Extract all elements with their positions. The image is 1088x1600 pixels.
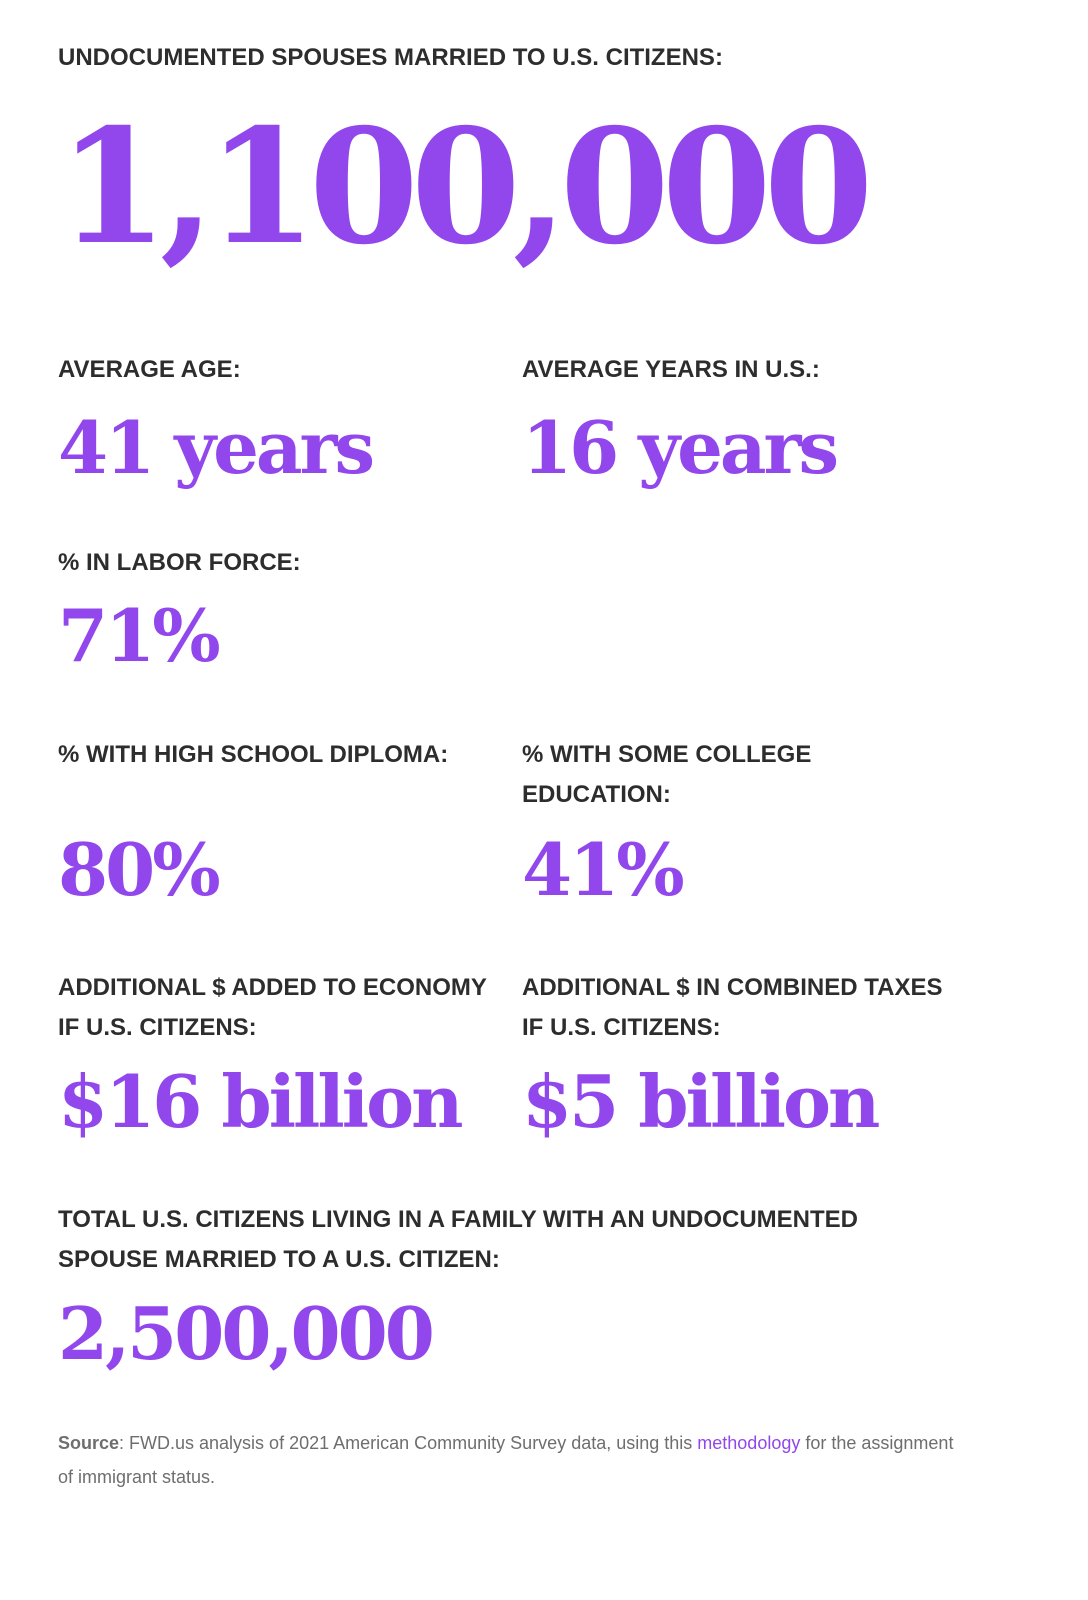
- high-school-label: % WITH HIGH SCHOOL DIPLOMA:: [58, 741, 449, 768]
- average-age-label: AVERAGE AGE:: [58, 356, 241, 383]
- labor-force-value: 71%: [58, 593, 218, 678]
- economy-label: ADDITIONAL $ ADDED TO ECONOMY IF U.S. CITIZENS:: [58, 974, 487, 1041]
- some-college-value: 41%: [522, 827, 682, 912]
- total-citizens-value: 2,500,000: [58, 1291, 432, 1376]
- hero-value: 1,100,000: [58, 95, 866, 280]
- source-prefix: Source: [58, 1433, 120, 1453]
- infographic: [58, 0, 1058, 1600]
- methodology-link[interactable]: methodology: [697, 1433, 801, 1453]
- total-citizens-label: TOTAL U.S. CITIZENS LIVING IN A FAMILY WITH AN UNDOCUMENTED SPOUSE MARRIED TO A U.S. CITIZEN:: [58, 1206, 859, 1273]
- taxes-value: $5 billion: [522, 1059, 878, 1144]
- source-note: [58, 1426, 958, 1494]
- taxes-label: ADDITIONAL $ IN COMBINED TAXES IF U.S. CITIZENS:: [522, 974, 943, 1041]
- source-text-after-link: for the assignment of immigrant status.: [58, 1433, 954, 1487]
- some-college-label: % WITH SOME COLLEGE EDUCATION:: [522, 741, 812, 808]
- average-years-label: AVERAGE YEARS IN U.S.:: [522, 356, 820, 383]
- high-school-value: 80%: [58, 827, 218, 912]
- hero-label: UNDOCUMENTED SPOUSES MARRIED TO U.S. CITIZENS:: [58, 44, 723, 71]
- average-years-value: 16 years: [522, 405, 837, 490]
- source-text-before-link: : FWD.us analysis of 2021 American Community Survey data, using this: [119, 1433, 698, 1453]
- labor-force-label: % IN LABOR FORCE:: [58, 549, 301, 576]
- average-age-value: 41 years: [58, 405, 373, 490]
- economy-value: $16 billion: [58, 1059, 461, 1144]
